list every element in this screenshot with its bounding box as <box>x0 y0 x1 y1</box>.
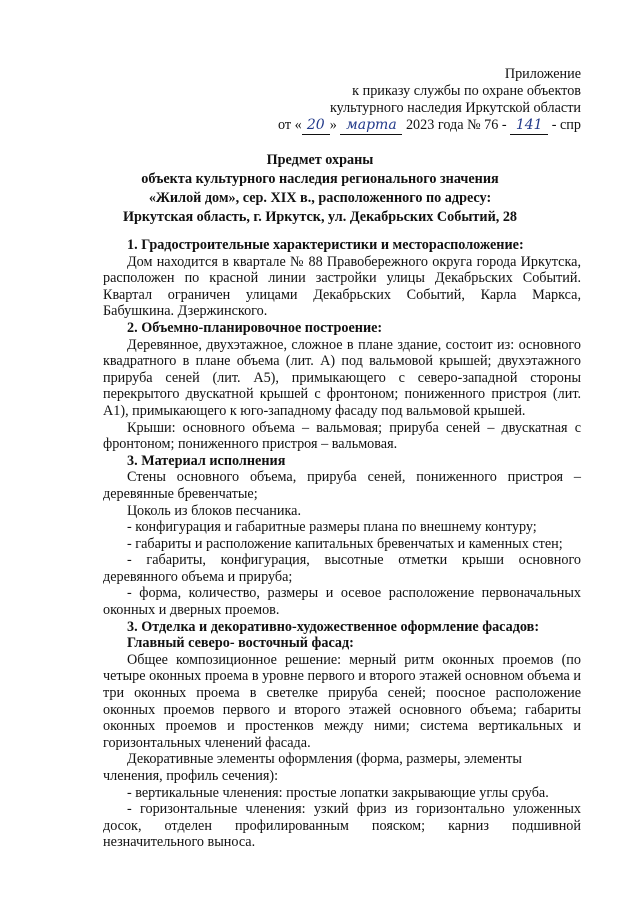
section-4-subheading: Главный северо- восточный фасад: <box>127 635 354 652</box>
date-mid: » <box>329 117 337 133</box>
section-4-list-item-1: - вертикальные членения: простые лопатки закрывающие углы сруба. <box>127 784 549 801</box>
section-heading-1: 1. Градостроительные характеристики и месторасположение: <box>127 237 524 253</box>
number-field <box>510 117 548 135</box>
appendix-label: Приложение <box>504 66 581 82</box>
document-title: Предмет охраны <box>266 152 374 168</box>
title-address: Иркутская область, г. Иркутск, ул. Декабрьских Событий, 28 <box>122 209 518 225</box>
date-year: 2023 года № 76 - <box>405 117 507 133</box>
day-field <box>302 117 330 135</box>
section-heading-3: 3. Материал исполнения <box>127 452 286 469</box>
section-heading-2: 2. Объемно-планировочное построение: <box>127 319 383 336</box>
number-suffix: - спр <box>551 117 581 133</box>
section-heading-4: 3. Отделка и декоративно-художественное оформление фасадов: <box>127 618 540 635</box>
section-4-paragraph-1: Общее композиционное решение: мерный ритм оконных проемов (по четыре оконных проема в уровне первого и второго этажей основном объема и три оконных проема в светелке прируба сеней; поосное расположение оконных проемов первого и второго этажей основного объема; габариты оконных проемов и простенков между ними; система вертикальных и горизонтальных членений фасада. <box>103 651 581 751</box>
section-3-list-item-1: - конфигурация и габаритные размеры плана по внешнему контуру; <box>127 519 537 536</box>
authority-line: культурного наследия Иркутской области <box>329 100 581 116</box>
section-3-list-item-3: - габариты, конфигурация, высотные отметки крыши основного деревянного объема и прируба; <box>103 552 581 585</box>
date-prefix: от « <box>278 117 302 133</box>
section-3-paragraph-1: Стены основного объема, прируба сеней, пониженного пристроя – деревянные бревенчатые; <box>103 469 581 502</box>
section-4-paragraph-2: Декоративные элементы оформления (форма, размеры, элементы членения, профиль сечения): <box>103 751 522 784</box>
handwritten-number: 141 <box>515 117 543 133</box>
handwritten-month: марта <box>346 117 397 133</box>
section-2-paragraph-1: Деревянное, двухэтажное, сложное в плане здание, состоит из: основного квадратного в плане объема (лит. А) под вальмовой крышей; двухэтажного прируба сеней (лит. А5), примыкающего с северо-западной стороны перекрытого двускатной крышей с фронтоном; пониженного пристроя (лит. А1), примыкающего к юго-западному фасаду под вальмовой крышей. <box>103 336 581 419</box>
section-3-list-item-4: - форма, количество, размеры и осевое расположение первоначальных оконных и дверных проемов. <box>103 585 581 619</box>
section-4-list-item-2: - горизонтальные членения: узкий фриз из горизонтально уложенных досок, отделен профилированным пояском; карниз подшивной незначительного выноса. <box>103 801 581 851</box>
section-3-paragraph-2: Цоколь из блоков песчаника. <box>127 502 302 519</box>
order-date-line <box>278 117 581 135</box>
section-3-list-item-2: - габариты и расположение капитальных бревенчатых и каменных стен; <box>127 535 563 552</box>
section-2-paragraph-2: Крыши: основного объема – вальмовая; прируба сеней – двускатная с фронтоном; пониженного пристроя – вальмовая. <box>103 419 581 453</box>
month-field <box>340 117 402 135</box>
order-reference-line: к приказу службы по охране объектов <box>352 83 581 99</box>
document-body <box>103 237 581 851</box>
handwritten-day: 20 <box>306 117 325 133</box>
section-1-paragraph: Дом находится в квартале № 88 Правобережного округа города Иркутска, расположен по красной линии застройки улицы Декабрьских Событий. Квартал ограничен улицами Декабрьских Событий, Карла Маркса, Бабушкина. Дзержинского. <box>103 253 581 320</box>
title-line-2: объекта культурного наследия регионального значения <box>141 171 499 187</box>
title-line-3: «Жилой дом», сер. XIX в., расположенного по адресу: <box>148 190 492 206</box>
